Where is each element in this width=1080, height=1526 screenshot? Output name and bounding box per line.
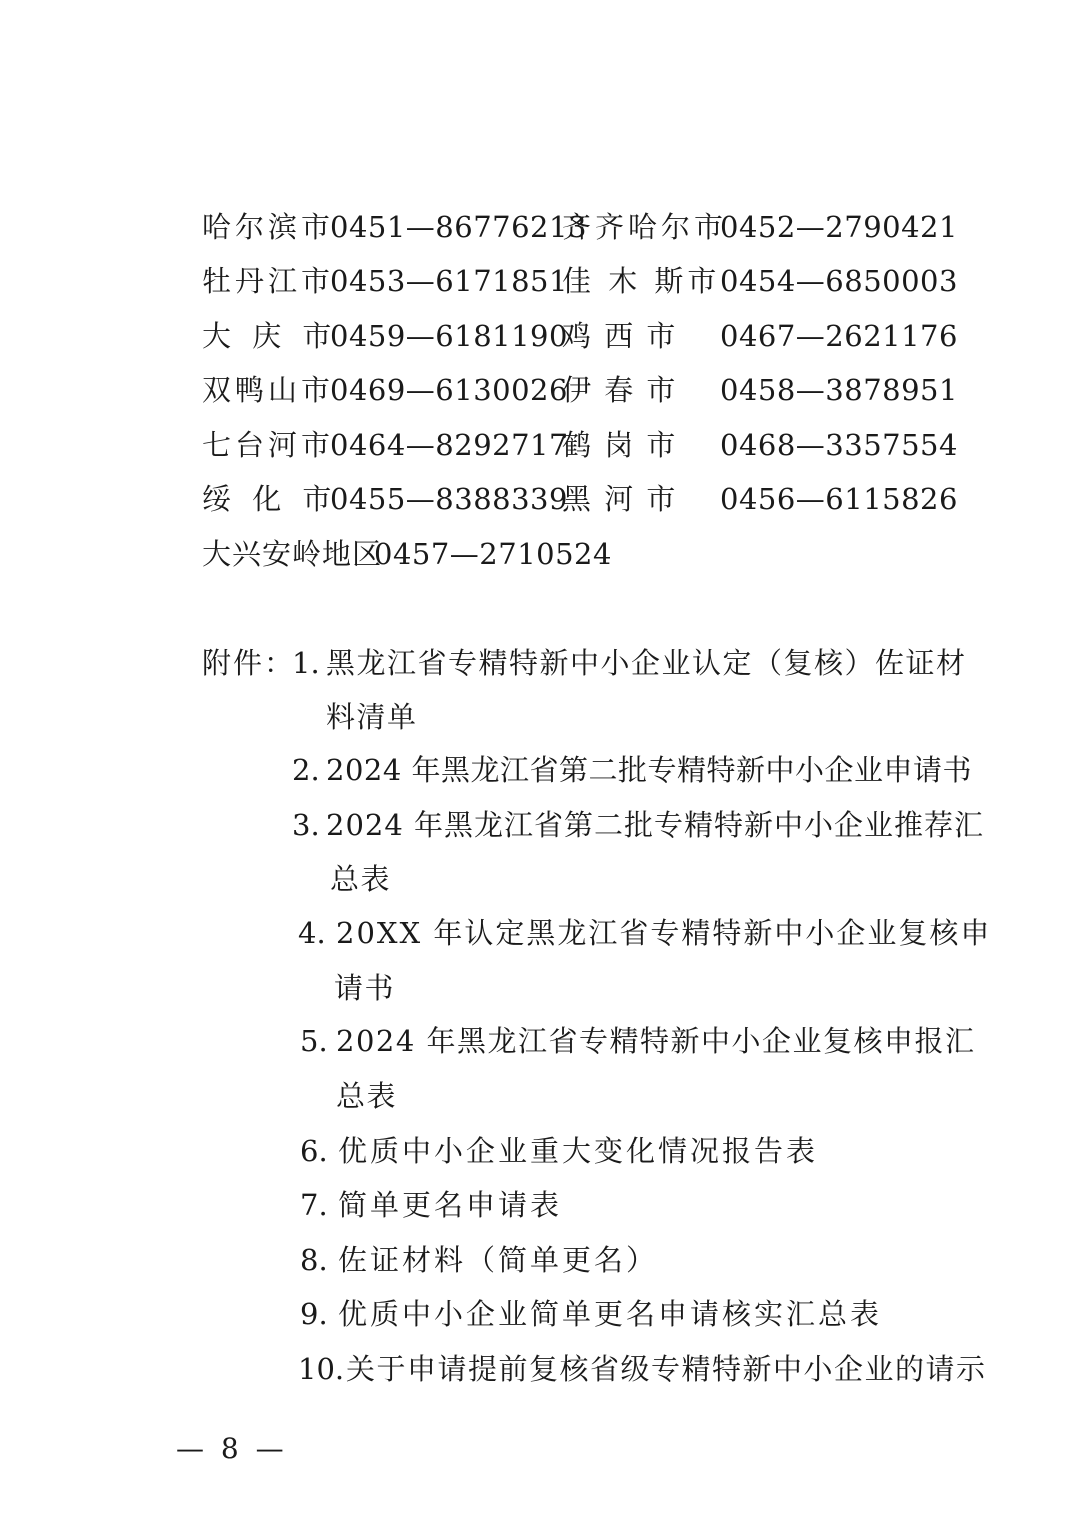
attachment-number: 2. [292, 753, 320, 787]
attachment-title: 优质中小企业重大变化情况报告表 [338, 1134, 819, 1168]
attachment-label: 附件： [202, 646, 296, 680]
page-number: — 8 — [176, 1432, 288, 1465]
contact-city: 牡丹江市 [202, 264, 335, 298]
attachment-title: 2024 年黑龙江省第二批专精特新中小企业推荐汇 [326, 808, 985, 842]
contact-phone: 0452—2790421 [720, 210, 958, 244]
attachment-title-cont: 总表 [336, 1079, 398, 1113]
attachment-title: 2024 年黑龙江省专精特新中小企业复核申报汇 [336, 1024, 976, 1058]
contact-phone: 0457—2710524 [374, 537, 612, 571]
contact-city: 鹤 岗 市 [562, 428, 678, 462]
attachment-title: 黑龙江省专精特新中小企业认定（复核）佐证材 [326, 646, 967, 680]
contact-phone: 0456—6115826 [720, 482, 958, 516]
attachment-number: 6. [300, 1134, 328, 1168]
contact-phone: 0468—3357554 [720, 428, 958, 462]
attachment-number: 1. [292, 646, 320, 680]
attachment-number: 5. [300, 1024, 328, 1058]
attachment-title: 2024 年黑龙江省第二批专精特新中小企业申请书 [326, 753, 973, 787]
contact-city: 七台河市 [202, 428, 335, 462]
attachment-title: 优质中小企业简单更名申请核实汇总表 [338, 1297, 883, 1331]
attachment-title-cont: 请书 [334, 971, 396, 1005]
attachment-title: 简单更名申请表 [338, 1188, 563, 1222]
contact-phone: 0464—8292717 [330, 428, 568, 462]
contact-phone: 0469—6130026 [330, 373, 568, 407]
attachment-title: 20XX 年认定黑龙江省专精特新中小企业复核申 [336, 916, 992, 950]
contact-city: 伊 春 市 [562, 373, 678, 407]
attachment-title: 佐证材料（简单更名） [338, 1243, 659, 1277]
contact-phone: 0455—8388339 [330, 482, 568, 516]
attachment-number: 7. [300, 1188, 328, 1222]
attachment-number: 8. [300, 1243, 328, 1277]
contact-city: 黑 河 市 [562, 482, 678, 516]
contact-phone: 0453—6171851 [330, 264, 568, 298]
contact-phone: 0458—3878951 [720, 373, 958, 407]
contact-city: 绥 化 市 [202, 482, 338, 516]
contact-phone: 0454—6850003 [720, 264, 958, 298]
contact-city: 双鸭山市 [202, 373, 335, 407]
contact-city: 哈尔滨市 [202, 210, 335, 244]
attachment-title: 关于申请提前复核省级专精特新中小企业的请示 [346, 1352, 987, 1386]
contact-city: 齐齐哈尔市 [562, 210, 728, 244]
contact-city: 大兴安岭地区 [202, 537, 383, 571]
contact-city: 鸡 西 市 [562, 319, 678, 353]
attachment-number: 10. [298, 1352, 345, 1386]
attachment-number: 4. [298, 916, 326, 950]
contact-phone: 0459—6181190 [330, 319, 568, 353]
attachment-number: 3. [292, 808, 320, 842]
attachment-title-cont: 料清单 [326, 700, 418, 734]
attachment-title-cont: 总表 [330, 862, 392, 896]
contact-city: 佳 木 斯市 [562, 264, 721, 298]
attachment-number: 9. [300, 1297, 328, 1331]
contact-phone: 0467—2621176 [720, 319, 958, 353]
contact-city: 大 庆 市 [202, 319, 338, 353]
contact-phone: 0451—86776213 [330, 210, 587, 244]
